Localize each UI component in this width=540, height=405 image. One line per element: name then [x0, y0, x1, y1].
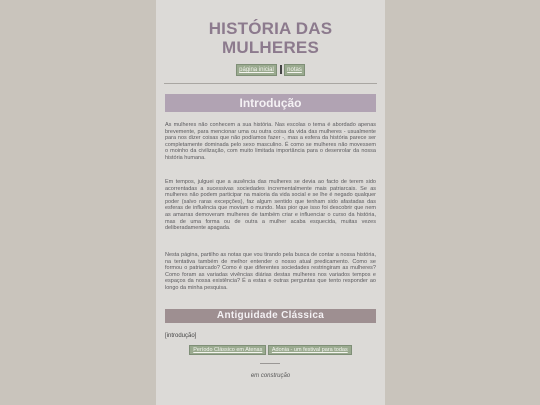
intro-paragraph-2: Em tempos, julguei que a ausência das mulheres se devia ao facto de terem sido acorrentadas a sucessivas sociedades incrementalmente mais patriarcais. Se as mulheres não podem participar na maioria da vida social e se lhe é negado qualquer poder (salvo raras excepções), faz algum sentido que tenham sido afastadas das esferas de influência que moviam o mundo. Mas pior que isso foi descobrir que nem as amarras demoveram mulheres de também criar e influenciar o curso da história, mas de uma forma ou de outra a mulher acaba esquecida, muitas vezes deliberadamente apagada. — [165, 179, 376, 232]
notes-link[interactable]: notas — [284, 64, 305, 76]
link-classical-athens[interactable]: Período Clássico em Atenas — [189, 345, 266, 355]
home-link[interactable]: página inicial — [236, 64, 277, 76]
construction-note: em construção — [250, 373, 291, 379]
footer-divider — [260, 363, 280, 364]
title-line-2: MULHERES — [222, 38, 319, 57]
section-heading-intro: Introdução — [165, 94, 376, 112]
intro-anchor-link[interactable]: [introdução] — [165, 333, 197, 339]
intro-paragraph-3: Nesta página, partilho as notas que vou tirando pela busca de contar a nossa história, na tentativa também de melhor entender o nosso atual predicamento. Como se formou o patriarcado? Como é que diferentes sociedades restringiram as mulheres? Como foram as variadas vivências diárias destas mulheres nos variados tempos e espaços da nossa existência? É a estas e outras perguntas que tento responder ao longo da minha pesquisa. — [165, 252, 376, 291]
top-nav — [156, 64, 385, 76]
title-line-1: HISTÓRIA DAS — [208, 19, 333, 38]
nav-separator — [280, 65, 282, 74]
section-heading-antiquity: Antiguidade Clássica — [165, 309, 376, 323]
antiquity-links — [156, 345, 385, 355]
page-title — [156, 19, 385, 57]
link-adonia-festival[interactable]: Adonia - um festival para todas — [268, 345, 352, 355]
divider — [164, 83, 377, 84]
intro-paragraph-1: As mulheres não conhecem a sua história. Nas escolas o tema é abordado apenas brevemente, para mencionar uma ou outra coisa da vida das mulheres - usualmente para nos dizer coisas que não podíamos fazer -, mas a esfera da história parece ser completamente dominada pelo sexo masculino. É como se mulheres não movessem o moinho da civilização, com muito limitada importância para o desenrolar da nossa história humana. — [165, 122, 376, 161]
page-column — [156, 0, 385, 405]
